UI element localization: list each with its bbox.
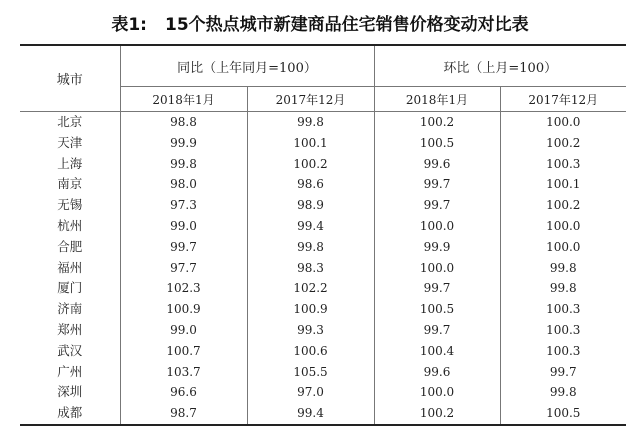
table-row [20,299,626,320]
value-cell: 99.8 [500,258,626,279]
table-title [0,10,640,35]
city-cell: 郑州 [57,321,83,337]
table-row [20,195,626,216]
value-cell: 100.3 [500,154,626,175]
header-city: 城市 [20,45,120,112]
value-cell: 99.7 [374,278,500,299]
city-cell: 杭州 [57,217,83,233]
value-cell: 98.7 [120,403,247,425]
city-cell: 成都 [20,403,120,425]
value-cell: 100.2 [247,154,374,175]
value-cell: 99.0 [120,320,247,341]
value-cell: 98.6 [247,174,374,195]
value-cell: 99.6 [374,362,500,383]
city-cell: 武汉 [57,342,83,358]
header-period: 2018年1月 [374,87,500,112]
value-cell: 99.9 [374,237,500,258]
header-mom: 环比（上月=100） [374,45,626,87]
value-cell: 99.6 [374,154,500,175]
value-cell: 99.7 [374,320,500,341]
value-cell: 98.0 [120,174,247,195]
table-label: 表1: [111,15,147,35]
value-cell: 100.9 [120,299,247,320]
city-cell: 深圳 [57,384,83,400]
city-cell: 上海 [57,155,83,171]
value-cell: 99.8 [500,278,626,299]
table-row [20,133,626,154]
table-body [20,112,626,425]
value-cell: 100.3 [500,341,626,362]
table-row [20,258,626,279]
city-cell: 福州 [57,259,83,275]
value-cell: 100.1 [500,174,626,195]
table-row [20,216,626,237]
table-row [20,237,626,258]
value-cell: 99.8 [247,112,374,133]
value-cell: 100.3 [500,299,626,320]
value-cell: 102.2 [247,278,374,299]
value-cell: 98.8 [120,112,247,133]
city-cell: 济南 [57,301,83,317]
value-cell: 100.0 [500,112,626,133]
table-row [20,278,626,299]
value-cell: 97.3 [120,195,247,216]
value-cell: 97.7 [120,258,247,279]
table-title-text: 15个热点城市新建商品住宅销售价格变动对比表 [164,15,529,35]
city-cell: 厦门 [57,280,83,296]
value-cell: 100.0 [500,237,626,258]
value-cell: 99.7 [374,174,500,195]
value-cell: 103.7 [120,362,247,383]
header-period: 2017年12月 [500,87,626,112]
value-cell: 105.5 [247,362,374,383]
city-cell: 北京 [57,114,83,129]
value-cell: 99.7 [374,195,500,216]
value-cell: 100.2 [374,112,500,133]
price-comparison-table [20,44,626,426]
value-cell: 99.4 [247,403,374,425]
value-cell: 100.1 [247,133,374,154]
value-cell: 96.6 [120,382,247,403]
city-cell: 广州 [57,363,83,379]
value-cell: 98.3 [247,258,374,279]
table-row [20,320,626,341]
value-cell: 100.0 [500,216,626,237]
header-period: 2018年1月 [120,87,247,112]
value-cell: 99.4 [247,216,374,237]
value-cell: 100.0 [374,216,500,237]
table-row [20,112,626,133]
city-cell: 天津 [57,134,83,150]
value-cell: 100.6 [247,341,374,362]
value-cell: 100.9 [247,299,374,320]
value-cell: 98.9 [247,195,374,216]
header-yoy: 同比（上年同月=100） [120,45,374,87]
value-cell: 97.0 [247,382,374,403]
value-cell: 100.2 [500,133,626,154]
value-cell: 99.7 [500,362,626,383]
value-cell: 100.5 [374,299,500,320]
table-row [20,341,626,362]
value-cell: 100.7 [120,341,247,362]
value-cell: 100.0 [374,258,500,279]
value-cell: 100.5 [500,403,626,425]
value-cell: 99.8 [247,237,374,258]
city-cell: 合肥 [57,238,83,254]
value-cell: 100.3 [500,320,626,341]
table-row [20,362,626,383]
value-cell: 99.7 [120,237,247,258]
value-cell: 102.3 [120,278,247,299]
header-period: 2017年12月 [247,87,374,112]
value-cell: 99.8 [120,154,247,175]
value-cell: 99.8 [500,382,626,403]
value-cell: 100.5 [374,133,500,154]
table-row [20,382,626,403]
city-cell: 无锡 [57,197,83,213]
value-cell: 100.4 [374,341,500,362]
table-row [20,154,626,175]
city-cell: 南京 [57,176,83,192]
value-cell: 99.9 [120,133,247,154]
value-cell: 100.0 [374,382,500,403]
value-cell: 100.2 [500,195,626,216]
value-cell: 99.0 [120,216,247,237]
value-cell: 100.2 [374,403,500,425]
value-cell: 99.3 [247,320,374,341]
table-row [20,174,626,195]
